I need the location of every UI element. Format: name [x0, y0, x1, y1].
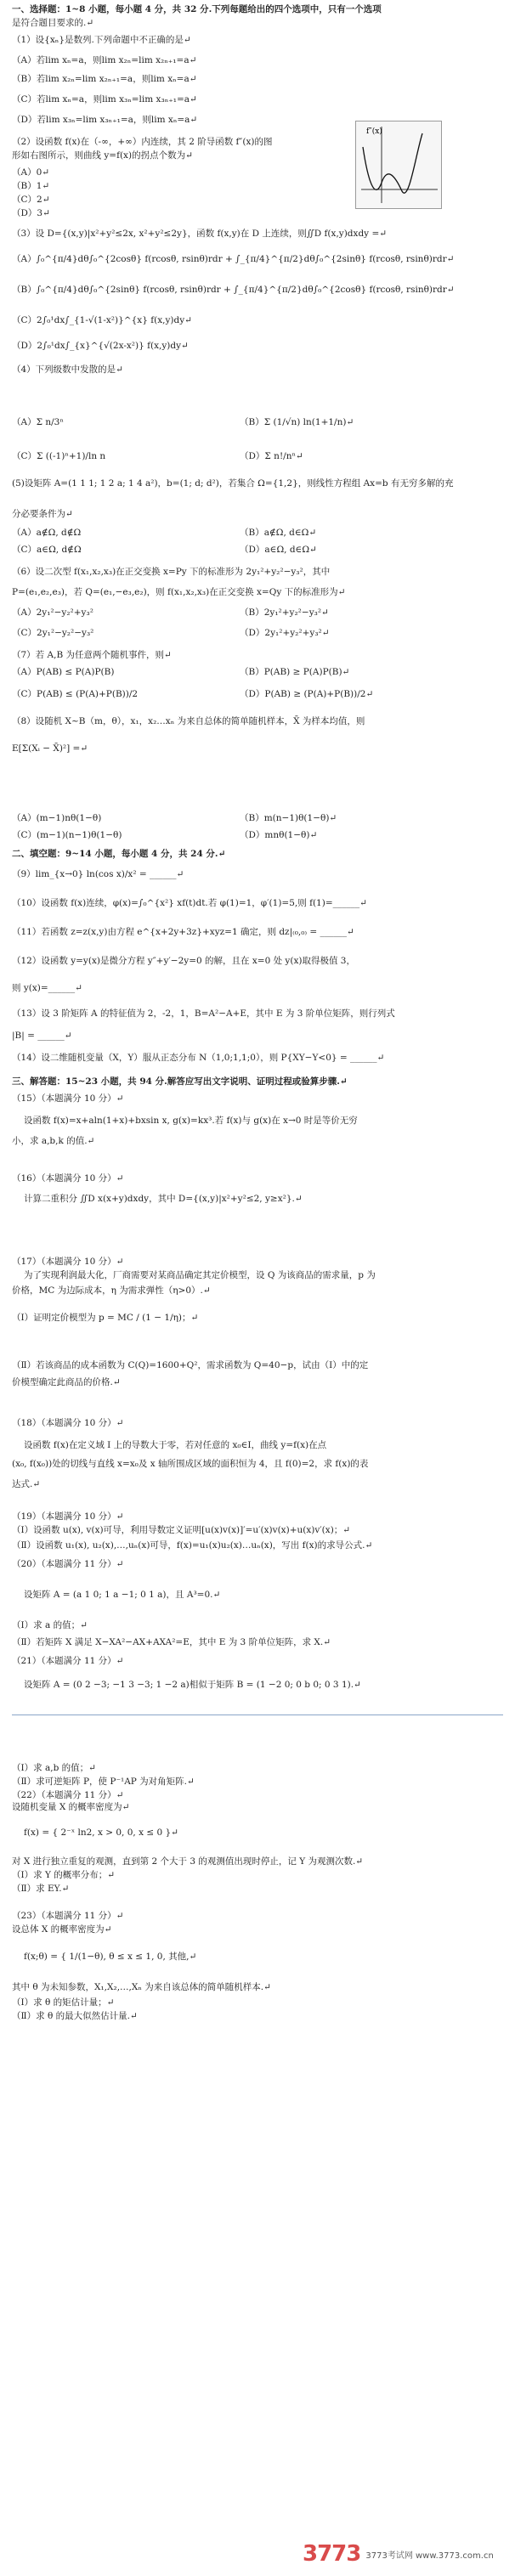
q5-option-a: （A）a∉Ω, d∉Ω: [12, 528, 82, 538]
q14: （14）设二维随机变量（X，Y）服从正态分布 N（1,0;1,1;0），则 P{XY−Y<0} = ______↵: [12, 1053, 385, 1063]
q5-option-d: （D）a∈Ω, d∈Ω↵: [240, 545, 317, 555]
q22-text: 设随机变量 X 的概率密度为↵: [12, 1802, 130, 1812]
q21-text: 设矩阵 A = (0 2 −3; −1 3 −3; 1 −2 a)相似于矩阵 B = (1 −2 0; 0 b 0; 0 3 1).↵: [24, 1680, 361, 1690]
q16-header: （16）（本题满分 10 分）↵: [12, 1173, 124, 1183]
q4-option-d: （D）Σ n!/nⁿ↵: [240, 451, 303, 461]
q17-part-2: （Ⅱ）若该商品的成本函数为 C(Q)=1600+Q²，需求函数为 Q=40−p，试由（Ⅰ）中的定: [12, 1360, 369, 1370]
q18-text-cont: (x₀, f(x₀))处的切线与直线 x=x₀及 x 轴所围成区域的面积恒为 4，且 f(0)=2，求 f(x)的表: [12, 1459, 369, 1469]
q20-part-2: （Ⅱ）若矩阵 X 满足 X−XA²−AX+AXA²=E，其中 E 为 3 阶单位矩阵，求 X.↵: [12, 1637, 331, 1647]
q1-option-c: （C）若lim xₙ=a，则lim x₃ₙ=lim x₃ₙ₊₁=a↵: [12, 94, 197, 105]
q7-option-a: （A）P(AB) ≤ P(A)P(B): [12, 667, 115, 677]
q2-option-a: （A）0↵: [12, 167, 50, 178]
q1-option-a: （A）若lim xₙ=a，则lim x₂ₙ=lim x₂ₙ₊₁=a↵: [12, 55, 197, 65]
q22-density: f(x) = { 2⁻ˣ ln2, x > 0, 0, x ≤ 0 }↵: [24, 1827, 178, 1838]
q13-b: |B| = ______↵: [12, 1031, 72, 1041]
q20-part-1: （Ⅰ）求 a 的值；↵: [12, 1620, 88, 1630]
q6-stem-cont: P=(e₁,e₂,e₃)，若 Q=(e₁,−e₃,e₂)，则 f(x₁,x₂,x₃)在正交变换 x=Qy 下的标准形为↵: [12, 587, 346, 597]
q23-density: f(x;θ) = { 1/(1−θ), θ ≤ x ≤ 1, 0, 其他,↵: [24, 1952, 197, 1962]
q17-header: （17）（本题满分 10 分）↵: [12, 1257, 124, 1267]
q17-text: 为了实现利润最大化，厂商需要对某商品确定其定价模型，设 Q 为该商品的需求量，p 为: [24, 1270, 376, 1280]
q3-option-a: （A）∫₀^{π/4}dθ∫₀^{2cosθ} f(rcosθ, rsinθ)rdr + ∫_{π/4}^{π/2}dθ∫₀^{2sinθ} f(rcosθ, rsinθ)rdr↵: [12, 254, 455, 264]
q19-part-1: （Ⅰ）设函数 u(x), v(x)可导，利用导数定义证明[u(x)v(x)]′=u′(x)v(x)+u(x)v′(x)；↵: [12, 1525, 351, 1535]
q2-stem: （2）设函数 f(x)在（-∞，+∞）内连续，其 2 阶导函数 f″(x)的图: [12, 137, 273, 147]
q11: （11）若函数 z=z(x,y)由方程 e^{x+2y+3z}+xyz=1 确定，则 dz|₍₀,₀₎ = ______↵: [12, 927, 354, 937]
q4-option-a: （A）Σ n/3ⁿ: [12, 417, 64, 427]
watermark-logo: 3773: [303, 2541, 361, 2567]
q23-header: （23）（本题满分 11 分）↵: [12, 1911, 124, 1921]
q17-part-1: （Ⅰ）证明定价模型为 p = MC / (1 − 1/η)；↵: [12, 1313, 199, 1323]
q7-option-c: （C）P(AB) ≤ (P(A)+P(B))/2: [12, 689, 139, 699]
q4-option-c: （C）Σ ((-1)ⁿ+1)/ln n: [12, 451, 106, 461]
q6-stem: （6）设二次型 f(x₁,x₂,x₃)在正交变换 x=Py 下的标准形为 2y₁²+y₂²−y₃²，其中: [12, 567, 331, 577]
q9: （9）lim_{x→0} ln(cos x)/x² = ______↵: [12, 869, 184, 879]
q2-graph: [356, 121, 441, 208]
q15-text-cont: 小，求 a,b,k 的值.↵: [12, 1136, 95, 1146]
q2-option-d: （D）3↵: [12, 208, 50, 218]
q6-option-d: （D）2y₁²+y₂²+y₃²↵: [240, 628, 330, 638]
q7-stem: （7）若 A,B 为任意两个随机事件，则↵: [12, 650, 172, 660]
part3-title: 三、解答题：15~23 小题，共 94 分.解答应写出文字说明、证明过程或验算步骤.↵: [12, 1076, 348, 1087]
q1-option-d: （D）若lim x₃ₙ=lim x₃ₙ₊₁=a，则lim xₙ=a↵: [12, 115, 198, 125]
q2-graph-label: f″(x): [366, 127, 382, 136]
q2-option-b: （B）1↵: [12, 181, 50, 191]
q18-header: （18）（本题满分 10 分）↵: [12, 1418, 124, 1428]
q20-header: （20）（本题满分 11 分）↵: [12, 1559, 124, 1569]
q15-text: 设函数 f(x)=x+aln(1+x)+bxsin x, g(x)=kx³.若 f(x)与 g(x)在 x→0 时是等价无穷: [24, 1116, 358, 1126]
q8-option-c: （C）(m−1)(n−1)θ(1−θ): [12, 830, 122, 840]
part2-title: 二、填空题：9~14 小题，每小题 4 分，共 24 分.↵: [12, 849, 226, 859]
q4-stem: （4）下列级数中发散的是↵: [12, 364, 123, 375]
q22-text-cont: 对 X 进行独立重复的观测，直到第 2 个大于 3 的观测值出现时停止，记 Y 为观测次数.↵: [12, 1856, 364, 1867]
q5-stem: (5)设矩阵 A=(1 1 1; 1 2 a; 1 4 a²)，b=(1; d; d²)，若集合 Ω={1,2}，则线性方程组 Ax=b 有无穷多解的充: [12, 478, 454, 489]
q20-text: 设矩阵 A = (a 1 0; 1 a −1; 0 1 a)，且 A³=0.↵: [24, 1590, 221, 1600]
q2-second-derivative-figure: [355, 121, 442, 209]
part1-header-cont: 是符合题目要求的.↵: [12, 18, 94, 28]
q7-option-b: （B）P(AB) ≥ P(A)P(B)↵: [240, 667, 350, 677]
q13-a: （13）设 3 阶矩阵 A 的特征值为 2，-2，1，B=A²−A+E，其中 E 为 3 阶单位矩阵，则行列式: [12, 1008, 395, 1019]
q23-text: 设总体 X 的概率密度为↵: [12, 1924, 112, 1935]
q18-text: 设函数 f(x)在定义域 I 上的导数大于零，若对任意的 x₀∈I，曲线 y=f(x)在点: [24, 1440, 327, 1450]
site-watermark: [303, 2540, 507, 2568]
q18-text-end: 达式.↵: [12, 1479, 41, 1489]
q22-part-2: （Ⅱ）求 EY.↵: [12, 1884, 70, 1894]
q5-stem-cont: 分必要条件为↵: [12, 509, 73, 519]
q4-option-b: （B）Σ (1/√n) ln(1+1/n)↵: [240, 417, 354, 427]
q7-option-d: （D）P(AB) ≥ (P(A)+P(B))/2↵: [240, 689, 374, 699]
q12-b: 则 y(x)=______↵: [12, 983, 82, 993]
q16-text: 计算二重积分 ∬D x(x+y)dxdy，其中 D={(x,y)|x²+y²≤2, y≥x²}.↵: [24, 1194, 303, 1204]
q8-stem-cont: E[Σ(Xᵢ − X̄)²] =↵: [12, 743, 88, 754]
q8-option-b: （B）m(n−1)θ(1−θ)↵: [240, 813, 337, 823]
q21-header: （21）（本题满分 11 分）↵: [12, 1656, 124, 1666]
q22-part-1: （Ⅰ）求 Y 的概率分布；↵: [12, 1870, 116, 1880]
q23-text-cont: 其中 θ 为未知参数，X₁,X₂,…,Xₙ 为来自该总体的简单随机样本.↵: [12, 1982, 271, 1992]
q3-option-c: （C）2∫₀¹dx∫_{1-√(1-x²)}^{x} f(x,y)dy↵: [12, 315, 192, 325]
q17-text-cont: 价格，MC 为边际成本，η 为需求弹性（η>0）.↵: [12, 1285, 211, 1296]
q2-stem-cont: 形如右图所示，则曲线 y=f(x)的拐点个数为↵: [12, 150, 193, 161]
q8-option-a: （A）(m−1)nθ(1−θ): [12, 813, 102, 823]
q19-part-2: （Ⅱ）设函数 u₁(x), u₂(x),…,uₙ(x)可导，f(x)=u₁(x)u₂(x)…uₙ(x)，写出 f(x)的求导公式.↵: [12, 1540, 373, 1551]
q5-option-b: （B）a∉Ω, d∈Ω↵: [240, 528, 317, 538]
q6-option-c: （C）2y₁²−y₂²−y₃²: [12, 628, 94, 638]
watermark-site: 3773考试网 www.3773.com.cn: [365, 2551, 494, 2561]
q8-stem: （8）设随机 X~B（m，θ），x₁，x₂…xₙ 为来自总体的简单随机样本，X̄ 为样本均值，则: [12, 716, 365, 726]
q8-option-d: （D）mnθ(1−θ)↵: [240, 830, 318, 840]
q3-option-d: （D）2∫₀¹dx∫_{x}^{√(2x-x²)} f(x,y)dy↵: [12, 341, 189, 351]
q1-option-b: （B）若lim x₂ₙ=lim x₂ₙ₊₁=a，则lim xₙ=a↵: [12, 74, 197, 84]
q21-part-2: （Ⅱ）求可逆矩阵 P，使 P⁻¹AP 为对角矩阵.↵: [12, 1777, 195, 1787]
q10: （10）设函数 f(x)连续，φ(x)=∫₀^{x²} xf(t)dt.若 φ(1)=1，φ′(1)=5,则 f(1)=______↵: [12, 898, 367, 908]
q3-option-b: （B）∫₀^{π/4}dθ∫₀^{2sinθ} f(rcosθ, rsinθ)rdr + ∫_{π/4}^{π/2}dθ∫₀^{2cosθ} f(rcosθ, rsinθ)rdr↵: [12, 285, 455, 295]
q1-stem: （1）设{xₙ}是数列.下列命题中不正确的是↵: [12, 35, 191, 45]
q17-part-2-cont: 价模型确定此商品的价格.↵: [12, 1377, 121, 1387]
q5-option-c: （C）a∈Ω, d∉Ω: [12, 545, 82, 555]
q12-a: （12）设函数 y=y(x)是微分方程 y″+y′−2y=0 的解，且在 x=0 处 y(x)取得极值 3，: [12, 956, 355, 966]
q21-part-1: （Ⅰ）求 a,b 的值；↵: [12, 1763, 96, 1773]
q22-header: （22）（本题满分 11 分）↵: [12, 1790, 124, 1800]
q23-part-2: （Ⅱ）求 θ 的最大似然估计量.↵: [12, 2011, 138, 2021]
q2-option-c: （C）2↵: [12, 195, 50, 205]
q6-option-a: （A）2y₁²−y₂²+y₃²: [12, 607, 93, 618]
q15-header: （15）（本题满分 10 分）↵: [12, 1093, 124, 1104]
q23-part-1: （Ⅰ）求 θ 的矩估计量；↵: [12, 1997, 115, 2008]
part1-header: 一、选择题：1~8 小题，每小题 4 分，共 32 分.下列每题给出的四个选项中，只有一个选项: [12, 4, 382, 14]
q6-option-b: （B）2y₁²+y₂²−y₃²↵: [240, 607, 329, 618]
q19-header: （19）（本题满分 10 分）↵: [12, 1511, 124, 1522]
q3-stem: （3）设 D={(x,y)|x²+y²≤2x, x²+y²≤2y}，函数 f(x,y)在 D 上连续，则∬D f(x,y)dxdy =↵: [12, 229, 388, 239]
